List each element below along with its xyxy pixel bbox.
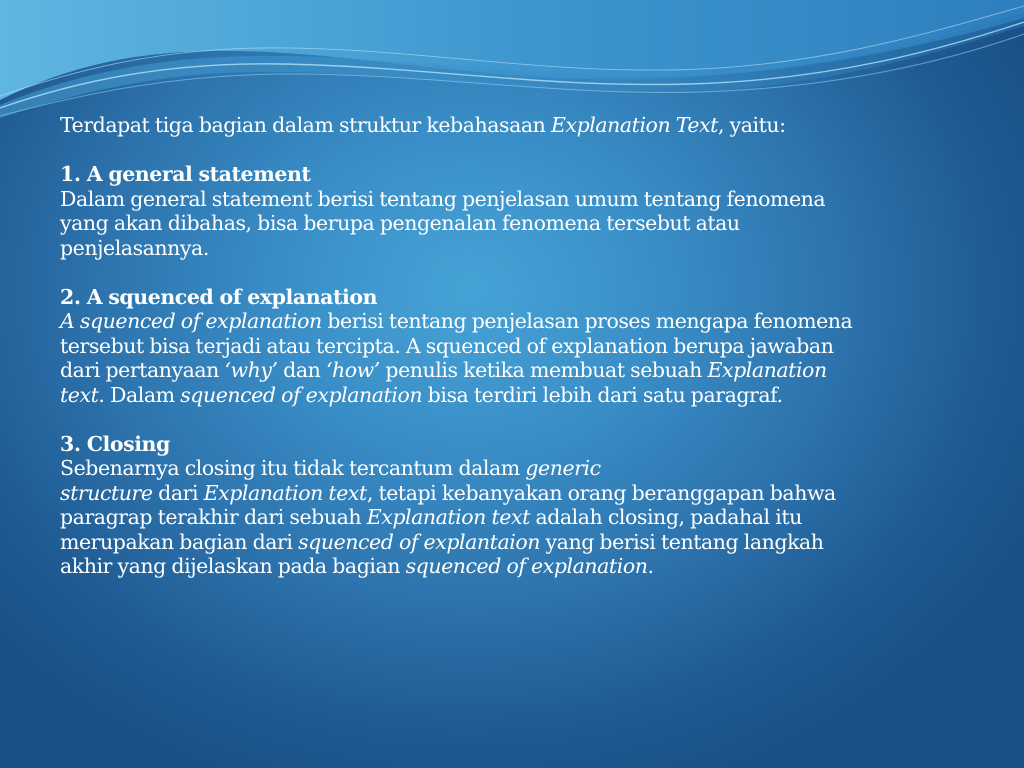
italic-term: generic (525, 456, 601, 480)
spacer (60, 138, 960, 163)
section-3-line (60, 481, 960, 506)
body-text: merupakan bagian dari (60, 529, 299, 554)
body-text: . Dalam (98, 382, 181, 407)
section-3-line (60, 505, 960, 530)
section-3-heading: 3. Closing (60, 431, 170, 456)
section-2-line (60, 309, 960, 334)
body-text: yang berisi tentang langkah (539, 529, 824, 554)
body-text: dari pertanyaan (60, 358, 225, 382)
section-3-line (60, 554, 960, 579)
body-text: akhir yang dijelaskan pada bagian (60, 554, 406, 578)
italic-term: Explanation text (203, 480, 367, 505)
body-text: dan (277, 358, 326, 382)
italic-term: squenced of explanation (405, 554, 648, 578)
body-text: paragrap terakhir dari sebuah (60, 505, 367, 529)
section-2-heading: 2. A squenced of explanation (60, 284, 378, 309)
section-1-line: penjelasannya. (60, 235, 209, 260)
decorative-waves (0, 0, 1024, 130)
italic-term: A squenced of explanation (60, 309, 322, 333)
body-text: dari (152, 480, 204, 505)
italic-term: squenced of explanation (180, 382, 423, 407)
slide-body (60, 113, 960, 579)
body-text: Sebenarnya closing itu tidak tercantum dalam (60, 456, 526, 480)
body-text: berisi tentang penjelasan proses mengapa fenomena (321, 309, 853, 333)
section-3-line (60, 530, 960, 555)
intro-line (60, 113, 960, 138)
body-text: adalah closing, padahal itu (529, 505, 802, 529)
body-text: . (647, 554, 654, 578)
section-2-line (60, 358, 960, 383)
italic-term: structure (60, 480, 153, 505)
section-1-heading: 1. A general statement (60, 162, 311, 186)
intro-text: Terdapat tiga bagian dalam struktur kebahasaan (60, 113, 551, 137)
italic-term: Explanation (707, 358, 827, 382)
section-2-line: tersebut bisa terjadi atau tercipta. A squenced of explanation berupa jawaban (60, 333, 834, 358)
section-1-line: Dalam general statement berisi tentang penjelasan umum tentang fenomena (60, 186, 826, 211)
italic-term: squenced of explantaion (298, 529, 540, 554)
spacer (60, 407, 960, 432)
body-text: penulis ketika membuat sebuah (379, 358, 708, 382)
italic-term: text (60, 382, 99, 407)
spacer (60, 260, 960, 285)
section-2-line (60, 383, 960, 408)
section-3-line (60, 456, 960, 481)
italic-term: ‘why’ (224, 358, 278, 382)
italic-term: ‘how’ (325, 358, 380, 382)
section-1-line: yang akan dibahas, bisa berupa pengenalan fenomena tersebut atau (60, 211, 740, 235)
intro-italic-term: Explanation Text (550, 113, 718, 137)
body-text: , tetapi kebanyakan orang beranggapan bahwa (366, 480, 836, 505)
intro-text-end: , yaitu: (717, 113, 786, 137)
italic-term: Explanation text (366, 505, 530, 529)
body-text: bisa terdiri lebih dari satu paragraf. (422, 382, 783, 407)
